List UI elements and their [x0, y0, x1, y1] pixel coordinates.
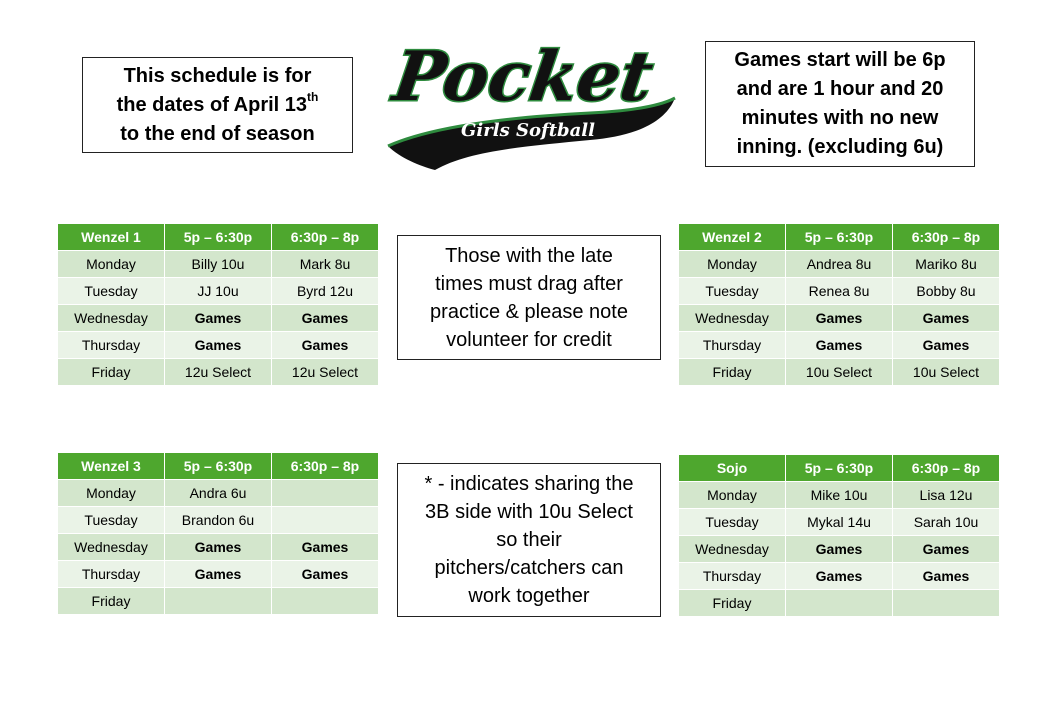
- slot-cell: Games: [893, 305, 1000, 332]
- field-name-header: Sojo: [679, 455, 786, 482]
- note-line: practice & please note: [430, 300, 628, 323]
- note-line: Those with the late: [445, 244, 613, 267]
- note-line: the dates of April 13th: [116, 89, 319, 116]
- time-slot-header: 5p – 6:30p: [786, 224, 893, 251]
- day-cell: Monday: [679, 251, 786, 278]
- slot-cell: Byrd 12u: [272, 278, 379, 305]
- slot-cell: Mykal 14u: [786, 509, 893, 536]
- table-row: [679, 482, 1000, 509]
- table-row: [58, 534, 379, 561]
- day-cell: Wednesday: [58, 534, 165, 561]
- note-line: to the end of season: [120, 122, 315, 145]
- game-start-note: [705, 41, 975, 167]
- table-row: [58, 278, 379, 305]
- slot-cell: Mariko 8u: [893, 251, 1000, 278]
- day-cell: Wednesday: [679, 305, 786, 332]
- schedule-dates-note: [82, 57, 353, 153]
- day-cell: Monday: [58, 480, 165, 507]
- note-line: work together: [468, 585, 590, 607]
- slot-cell: 10u Select: [786, 359, 893, 386]
- slot-cell: Sarah 10u: [893, 509, 1000, 536]
- slot-cell: Games: [893, 563, 1000, 590]
- slot-cell: Games: [272, 332, 379, 359]
- slot-cell: Brandon 6u: [165, 507, 272, 534]
- table-row: [58, 359, 379, 386]
- day-cell: Friday: [679, 359, 786, 386]
- day-cell: Thursday: [58, 561, 165, 588]
- slot-cell: Games: [786, 305, 893, 332]
- slot-cell: [893, 590, 1000, 617]
- note-line: pitchers/catchers can: [434, 557, 624, 579]
- table-row: [679, 332, 1000, 359]
- table-row: [58, 588, 379, 615]
- note-line: inning. (excluding 6u): [736, 136, 944, 158]
- wenzel-1-schedule-table: [57, 223, 379, 386]
- note-line: times must drag after: [435, 272, 623, 295]
- slot-cell: Games: [272, 561, 379, 588]
- slot-cell: Games: [893, 332, 1000, 359]
- slot-cell: Bobby 8u: [893, 278, 1000, 305]
- slot-cell: Andra 6u: [165, 480, 272, 507]
- slot-cell: Games: [165, 534, 272, 561]
- day-cell: Tuesday: [58, 507, 165, 534]
- time-slot-header: 5p – 6:30p: [165, 453, 272, 480]
- slot-cell: [272, 480, 379, 507]
- day-cell: Tuesday: [679, 509, 786, 536]
- day-cell: Friday: [58, 588, 165, 615]
- field-name-header: Wenzel 3: [58, 453, 165, 480]
- late-times-note: [397, 235, 661, 360]
- table-header-row: [58, 453, 379, 480]
- table-row: [679, 359, 1000, 386]
- table-row: [58, 480, 379, 507]
- slot-cell: Games: [272, 534, 379, 561]
- day-cell: Monday: [58, 251, 165, 278]
- day-cell: Thursday: [679, 332, 786, 359]
- day-cell: Thursday: [58, 332, 165, 359]
- slot-cell: Games: [165, 561, 272, 588]
- field-name-header: Wenzel 1: [58, 224, 165, 251]
- table-row: [679, 563, 1000, 590]
- note-line: and are 1 hour and 20: [736, 78, 944, 100]
- day-cell: Tuesday: [679, 278, 786, 305]
- table-row: [58, 251, 379, 278]
- table-row: [58, 332, 379, 359]
- logo-main-text: Pocket: [388, 37, 658, 117]
- slot-cell: 12u Select: [165, 359, 272, 386]
- slot-cell: 12u Select: [272, 359, 379, 386]
- day-cell: Thursday: [679, 563, 786, 590]
- note-line: This schedule is for: [123, 64, 312, 87]
- table-row: [58, 305, 379, 332]
- slot-cell: Mark 8u: [272, 251, 379, 278]
- slot-cell: Games: [786, 332, 893, 359]
- day-cell: Wednesday: [679, 536, 786, 563]
- slot-cell: Billy 10u: [165, 251, 272, 278]
- table-header-row: [679, 455, 1000, 482]
- time-slot-header: 6:30p – 8p: [893, 455, 1000, 482]
- day-cell: Friday: [679, 590, 786, 617]
- slot-cell: Lisa 12u: [893, 482, 1000, 509]
- slot-cell: Games: [893, 536, 1000, 563]
- slot-cell: [786, 590, 893, 617]
- slot-cell: Andrea 8u: [786, 251, 893, 278]
- wenzel-3-schedule-table: [57, 452, 379, 615]
- table-row: [679, 278, 1000, 305]
- note-line: * - indicates sharing the: [424, 473, 634, 495]
- pocket-girls-softball-logo: [380, 28, 680, 178]
- field-name-header: Wenzel 2: [679, 224, 786, 251]
- slot-cell: [165, 588, 272, 615]
- day-cell: Tuesday: [58, 278, 165, 305]
- slot-cell: [272, 507, 379, 534]
- table-header-row: [58, 224, 379, 251]
- time-slot-header: 6:30p – 8p: [272, 453, 379, 480]
- time-slot-header: 5p – 6:30p: [786, 455, 893, 482]
- table-row: [679, 251, 1000, 278]
- day-cell: Friday: [58, 359, 165, 386]
- table-row: [679, 509, 1000, 536]
- table-header-row: [679, 224, 1000, 251]
- note-line: minutes with no new: [741, 107, 939, 129]
- wenzel-2-schedule-table: [678, 223, 1000, 386]
- note-line: so their: [496, 529, 562, 551]
- slot-cell: Games: [786, 563, 893, 590]
- slot-cell: Games: [272, 305, 379, 332]
- sharing-note: [397, 463, 661, 617]
- table-row: [58, 507, 379, 534]
- time-slot-header: 6:30p – 8p: [893, 224, 1000, 251]
- note-line: volunteer for credit: [446, 328, 612, 351]
- table-row: [58, 561, 379, 588]
- sojo-schedule-table: [678, 454, 1000, 617]
- slot-cell: Games: [165, 305, 272, 332]
- time-slot-header: 6:30p – 8p: [272, 224, 379, 251]
- slot-cell: 10u Select: [893, 359, 1000, 386]
- slot-cell: JJ 10u: [165, 278, 272, 305]
- day-cell: Monday: [679, 482, 786, 509]
- day-cell: Wednesday: [58, 305, 165, 332]
- table-row: [679, 590, 1000, 617]
- note-line: 3B side with 10u Select: [425, 501, 633, 523]
- slot-cell: [272, 588, 379, 615]
- logo-sub-text: Girls Softball: [461, 120, 595, 141]
- time-slot-header: 5p – 6:30p: [165, 224, 272, 251]
- slot-cell: Games: [165, 332, 272, 359]
- table-row: [679, 305, 1000, 332]
- note-line: Games start will be 6p: [734, 49, 946, 71]
- table-row: [679, 536, 1000, 563]
- slot-cell: Renea 8u: [786, 278, 893, 305]
- slot-cell: Games: [786, 536, 893, 563]
- slot-cell: Mike 10u: [786, 482, 893, 509]
